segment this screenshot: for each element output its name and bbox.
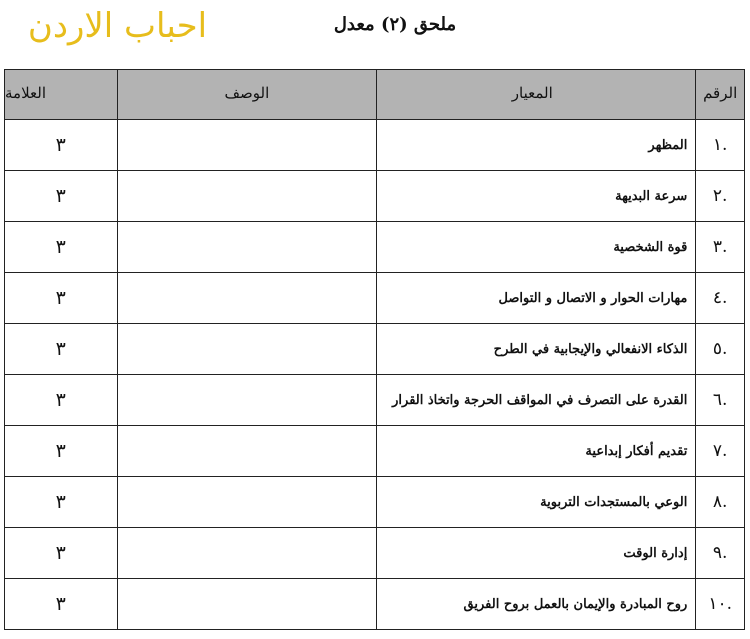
row-criterion: قوة الشخصية xyxy=(377,222,696,273)
table-row xyxy=(5,477,745,528)
table-row xyxy=(5,324,745,375)
header-criterion: المعيار xyxy=(377,70,696,120)
table-body xyxy=(5,120,745,630)
row-score: ٣ xyxy=(5,171,118,222)
row-criterion: القدرة على التصرف في المواقف الحرجة واتخاذ القرار xyxy=(377,375,696,426)
row-score: ٣ xyxy=(5,120,118,171)
row-criterion: الذكاء الانفعالي والإيجابية في الطرح xyxy=(377,324,696,375)
watermark-text: احباب الاردن xyxy=(27,6,208,46)
row-description xyxy=(117,579,377,630)
row-description xyxy=(117,426,377,477)
row-number: .٣ xyxy=(696,222,745,273)
row-criterion: الوعي بالمستجدات التربوية xyxy=(377,477,696,528)
row-number: .١٠ xyxy=(696,579,745,630)
row-description xyxy=(117,171,377,222)
row-number: .٦ xyxy=(696,375,745,426)
table-row xyxy=(5,273,745,324)
header-score: العلامة xyxy=(5,70,118,120)
table-row xyxy=(5,426,745,477)
row-criterion: المظهر xyxy=(377,120,696,171)
row-criterion: مهارات الحوار و الاتصال و التواصل xyxy=(377,273,696,324)
table-header-row xyxy=(5,70,745,120)
row-number: .٤ xyxy=(696,273,745,324)
header-number: الرقم xyxy=(696,70,745,120)
table-row xyxy=(5,528,745,579)
row-criterion: سرعة البديهة xyxy=(377,171,696,222)
header-description: الوصف xyxy=(117,70,377,120)
row-description xyxy=(117,324,377,375)
row-criterion: تقديم أفكار إبداعية xyxy=(377,426,696,477)
document-title: ملحق (٢) معدل xyxy=(333,14,457,35)
row-score: ٣ xyxy=(5,375,118,426)
table-row xyxy=(5,171,745,222)
row-number: .٩ xyxy=(696,528,745,579)
row-score: ٣ xyxy=(5,426,118,477)
row-description xyxy=(117,375,377,426)
table-row xyxy=(5,222,745,273)
row-description xyxy=(117,273,377,324)
row-score: ٣ xyxy=(5,222,118,273)
table-row xyxy=(5,579,745,630)
row-score: ٣ xyxy=(5,528,118,579)
row-number: .٨ xyxy=(696,477,745,528)
criteria-table xyxy=(4,69,745,630)
row-number: .٢ xyxy=(696,171,745,222)
row-criterion: إدارة الوقت xyxy=(377,528,696,579)
row-number: .١ xyxy=(696,120,745,171)
table-row xyxy=(5,375,745,426)
row-score: ٣ xyxy=(5,477,118,528)
row-number: .٥ xyxy=(696,324,745,375)
row-score: ٣ xyxy=(5,324,118,375)
table-row xyxy=(5,120,745,171)
row-description xyxy=(117,120,377,171)
row-criterion: روح المبادرة والإيمان بالعمل بروح الفريق xyxy=(377,579,696,630)
row-score: ٣ xyxy=(5,579,118,630)
row-score: ٣ xyxy=(5,273,118,324)
row-number: .٧ xyxy=(696,426,745,477)
row-description xyxy=(117,222,377,273)
row-description xyxy=(117,477,377,528)
row-description xyxy=(117,528,377,579)
